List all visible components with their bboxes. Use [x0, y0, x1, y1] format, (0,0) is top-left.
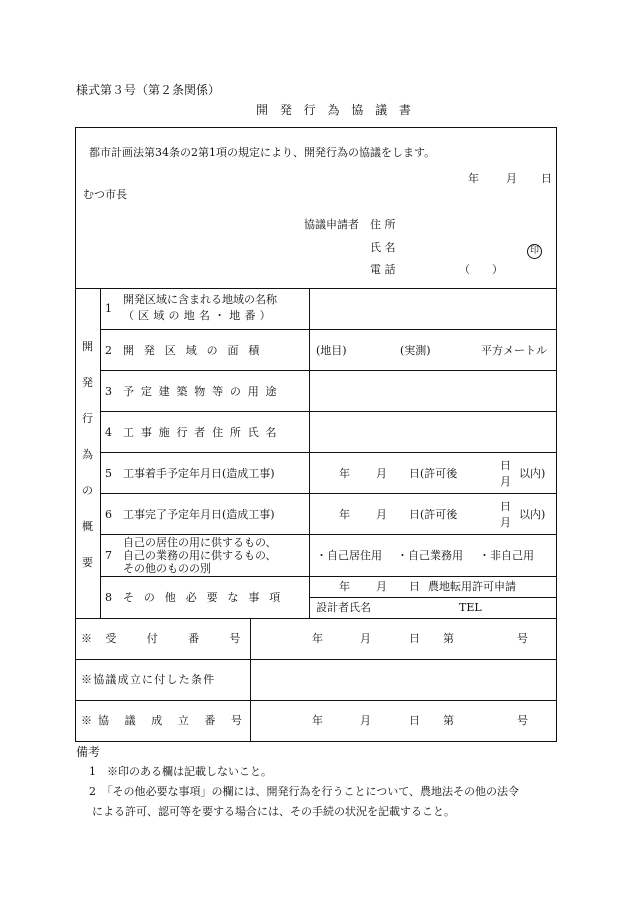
side-label-6: 概 [82, 520, 93, 533]
bottom-row-line [76, 659, 556, 660]
row5-days-unit: 日 [500, 459, 511, 472]
row8-month: 月 [376, 580, 387, 593]
notes-heading: 備考 [76, 745, 101, 759]
receipt-dai: 第 [443, 632, 454, 645]
addressee: むつ市長 [83, 188, 127, 201]
row5-day: 日(許可後 [409, 467, 458, 480]
row4-label: 工事施行者住所氏名 [123, 426, 284, 439]
label-divider [309, 288, 310, 618]
row8-split-line [309, 597, 556, 598]
row-line [100, 534, 556, 535]
phone-label: 電 話 [370, 263, 396, 276]
row6-months-unit: 月 [500, 516, 511, 529]
seal-mark: 印 [527, 240, 542, 259]
applicant-label: 協議申請者 [304, 218, 359, 231]
measured-area: (実測) [400, 344, 431, 357]
farmland-permit: 農地転用許可申請 [428, 580, 516, 593]
overview-bottom-line [76, 618, 556, 619]
note-2-line2: による許可、認可等を要する場合には、その手続の状況を記載すること。 [92, 805, 455, 818]
statement-text: 都市計画法第34条の2第1項の規定により、開発行為の協議をします。 [89, 146, 436, 159]
document-title: 開 発 行 為 協 議 書 [256, 103, 415, 117]
receipt-year: 年 [312, 632, 323, 645]
row6-within: 以内) [519, 508, 546, 521]
agreement-month: 月 [360, 714, 371, 727]
row-line [100, 329, 556, 330]
side-label-5: の [82, 484, 93, 497]
row8-day: 日 [409, 580, 420, 593]
option-own-residence: ・自己居住用 [316, 549, 382, 562]
option-own-business: ・自己業務用 [397, 549, 463, 562]
row-number: 4 [105, 426, 112, 439]
designer-name-label: 設計者氏名 [316, 601, 371, 614]
row7-label-line1: 自己の居住の用に供するもの、 [123, 536, 277, 549]
row-number: 5 [105, 467, 112, 480]
row7-label-line3: その他のものの別 [123, 562, 211, 575]
phone-parentheses: （ ） [459, 263, 503, 276]
designer-tel-label: TEL [459, 601, 482, 614]
side-divider [100, 288, 101, 618]
option-non-own: ・非自己用 [479, 549, 534, 562]
bottom-row-line [76, 700, 556, 701]
date-year: 年 [468, 172, 479, 185]
agreement-dai: 第 [443, 714, 454, 727]
note-1: 1 ※印のある欄は記載しないこと。 [89, 765, 272, 778]
row-line [100, 493, 556, 494]
receipt-day: 日 [409, 632, 420, 645]
row8-year: 年 [339, 580, 350, 593]
agreement-year: 年 [312, 714, 323, 727]
agreement-day: 日 [409, 714, 420, 727]
receipt-number-label: ※受 付 番 号 [81, 632, 254, 645]
row-line [100, 411, 556, 412]
row2-label: 開発区域の面積 [123, 344, 270, 357]
row5-months-unit: 月 [500, 475, 511, 488]
row5-month: 月 [376, 467, 387, 480]
row1-label-line2: （区域の地名・地番） [123, 309, 275, 322]
note-2-line1: 2 「その他必要な事項」の欄には、開発行為を行うことについて、農地法その他の法令 [89, 785, 520, 798]
row-number: 1 [105, 302, 112, 315]
consultation-form [75, 127, 557, 742]
side-label-3: 行 [82, 412, 93, 425]
agreement-go: 号 [517, 714, 528, 727]
address-label: 住 所 [370, 218, 396, 231]
row6-label: 工事完了予定年月日(造成工事) [123, 508, 275, 521]
area-unit: 平方メートル [481, 344, 547, 357]
row7-label-line2: 自己の業務の用に供するもの、 [123, 549, 277, 562]
row6-day: 日(許可後 [409, 508, 458, 521]
date-month: 月 [506, 172, 517, 185]
row-number: 3 [105, 385, 112, 398]
receipt-go: 号 [517, 632, 528, 645]
side-label-1: 開 [82, 340, 93, 353]
row6-year: 年 [339, 508, 350, 521]
row5-within: 以内) [519, 467, 546, 480]
side-label-4: 為 [82, 448, 93, 461]
row8-label: その他必要な事項 [123, 591, 291, 604]
row-number: 7 [105, 549, 112, 562]
form-number: 様式第３号（第２条関係） [76, 83, 221, 97]
row-number: 2 [105, 344, 112, 357]
date-day: 日 [541, 172, 552, 185]
row-number: 8 [105, 591, 112, 604]
row1-label-line1: 開発区域に含まれる地域の名称 [123, 293, 277, 306]
side-label-7: 要 [82, 556, 93, 569]
row6-days-unit: 日 [500, 500, 511, 513]
row-line [100, 452, 556, 453]
land-category: (地目) [316, 344, 347, 357]
row-line [100, 370, 556, 371]
name-label: 氏 名 [370, 241, 396, 254]
agreement-conditions-label: ※協議成立に付した条件 [81, 673, 216, 686]
row5-label: 工事着手予定年月日(造成工事) [123, 467, 275, 480]
receipt-month: 月 [360, 632, 371, 645]
agreement-number-label: ※協 議 成 立 番 号 [81, 714, 249, 727]
row5-year: 年 [339, 467, 350, 480]
row-number: 6 [105, 508, 112, 521]
row6-month: 月 [376, 508, 387, 521]
row3-label: 予定建築物等の用途 [123, 385, 284, 398]
row-line [100, 576, 556, 577]
overview-top-line [76, 288, 556, 289]
side-label-2: 発 [82, 376, 93, 389]
